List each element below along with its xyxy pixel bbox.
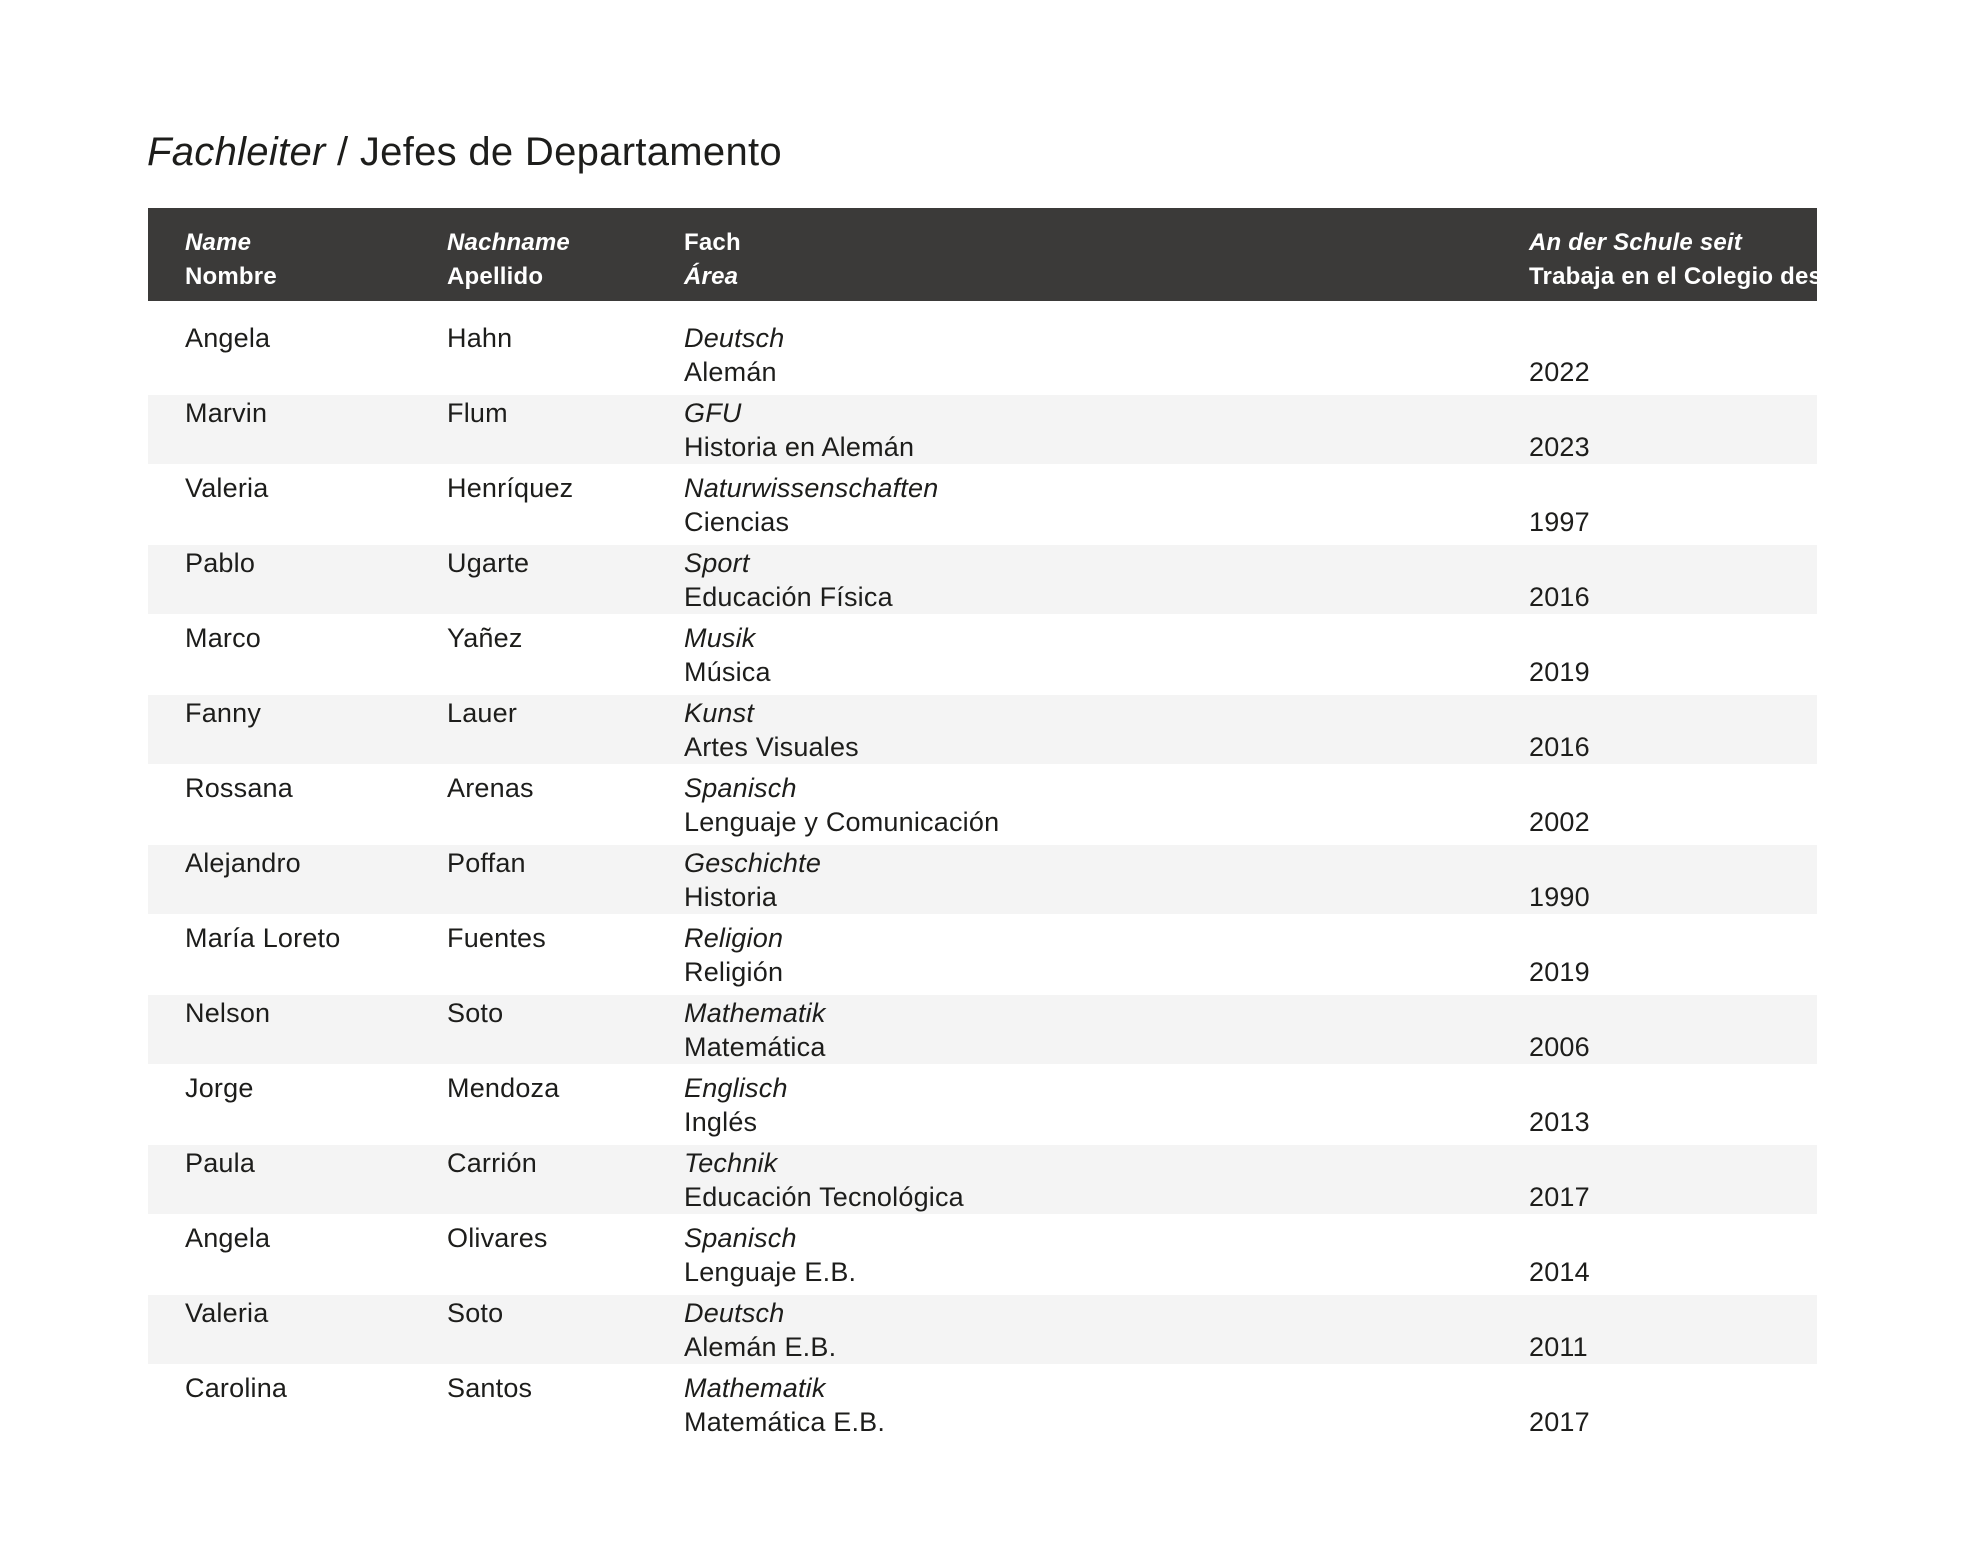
first-name-text: Fanny <box>185 698 262 728</box>
cell-since <box>1529 471 1817 539</box>
since-spacer <box>1529 771 1817 805</box>
subject-spanish-text: Educación Tecnológica <box>684 1182 964 1212</box>
since-spacer <box>1529 621 1817 655</box>
cell-surname <box>447 1146 684 1214</box>
subject-german-text: Spanisch <box>684 1223 797 1253</box>
table-row <box>148 1067 1817 1142</box>
cell-subject <box>684 996 1529 1064</box>
subject-spanish-text: Ciencias <box>684 507 790 537</box>
first-name-text: Rossana <box>185 773 293 803</box>
table-row <box>148 1142 1817 1217</box>
since-year-text: 2016 <box>1529 732 1590 762</box>
since-spacer <box>1529 846 1817 880</box>
surname-text: Olivares <box>447 1223 548 1253</box>
first-name-text: Valeria <box>185 473 269 503</box>
cell-surname <box>447 921 684 989</box>
first-name-text: Alejandro <box>185 848 301 878</box>
department-heads-table <box>148 208 1851 1442</box>
cell-subject <box>684 471 1529 539</box>
cell-surname <box>447 1371 684 1439</box>
cell-since <box>1529 321 1817 389</box>
since-year-text: 2013 <box>1529 1107 1590 1137</box>
since-spacer <box>1529 396 1817 430</box>
page-title-german: Fachleiter <box>147 130 326 174</box>
since-year-text: 2017 <box>1529 1407 1590 1437</box>
first-name-text: Marco <box>185 623 262 653</box>
cell-since <box>1529 921 1817 989</box>
subject-spanish-text: Música <box>684 657 771 687</box>
cell-surname <box>447 771 684 839</box>
cell-surname <box>447 621 684 689</box>
subject-spanish-text: Alemán <box>684 357 777 387</box>
cell-since <box>1529 771 1817 839</box>
cell-surname <box>447 846 684 914</box>
table-row <box>148 767 1817 842</box>
surname-text: Hahn <box>447 323 513 353</box>
cell-subject <box>684 771 1529 839</box>
header-surname-es: Apellido <box>447 263 544 290</box>
since-year-text: 2019 <box>1529 657 1590 687</box>
subject-german-text: Spanisch <box>684 773 797 803</box>
subject-spanish-text: Alemán E.B. <box>684 1332 837 1362</box>
since-spacer <box>1529 696 1817 730</box>
cell-since <box>1529 396 1817 464</box>
cell-name <box>185 996 447 1064</box>
header-name-es: Nombre <box>185 263 277 290</box>
cell-surname <box>447 1071 684 1139</box>
cell-since <box>1529 846 1817 914</box>
since-spacer <box>1529 321 1817 355</box>
table-row <box>148 542 1817 617</box>
table-row <box>148 1217 1817 1292</box>
since-spacer <box>1529 1296 1817 1330</box>
cell-name <box>185 321 447 389</box>
table-row <box>148 842 1817 917</box>
header-since-es: Trabaja en el Colegio desde <box>1529 263 1851 290</box>
table-row <box>148 392 1817 467</box>
first-name-text: Paula <box>185 1148 256 1178</box>
since-spacer <box>1529 1221 1817 1255</box>
subject-german-text: Geschichte <box>684 848 822 878</box>
first-name-text: Angela <box>185 1223 271 1253</box>
cell-name <box>185 546 447 614</box>
cell-subject <box>684 546 1529 614</box>
cell-subject <box>684 846 1529 914</box>
header-since-de: An der Schule seit <box>1529 229 1742 256</box>
subject-german-text: Sport <box>684 548 750 578</box>
table-body <box>148 317 1817 1442</box>
table-row <box>148 617 1817 692</box>
surname-text: Arenas <box>447 773 534 803</box>
cell-subject <box>684 621 1529 689</box>
table-row <box>148 692 1817 767</box>
cell-subject <box>684 1371 1529 1439</box>
first-name-text: María Loreto <box>185 923 341 953</box>
subject-german-text: Englisch <box>684 1073 788 1103</box>
cell-surname <box>447 546 684 614</box>
since-year-text: 2022 <box>1529 357 1590 387</box>
subject-spanish-text: Lenguaje E.B. <box>684 1257 857 1287</box>
surname-text: Fuentes <box>447 923 546 953</box>
cell-name <box>185 621 447 689</box>
surname-text: Ugarte <box>447 548 530 578</box>
cell-name <box>185 471 447 539</box>
cell-surname <box>447 321 684 389</box>
first-name-text: Valeria <box>185 1298 269 1328</box>
since-spacer <box>1529 546 1817 580</box>
cell-subject <box>684 921 1529 989</box>
since-spacer <box>1529 996 1817 1030</box>
cell-name <box>185 921 447 989</box>
subject-spanish-text: Lenguaje y Comunicación <box>684 807 1000 837</box>
first-name-text: Pablo <box>185 548 256 578</box>
cell-subject <box>684 1146 1529 1214</box>
header-subject-es: Área <box>684 263 739 290</box>
cell-surname <box>447 1221 684 1289</box>
cell-name <box>185 1296 447 1364</box>
subject-spanish-text: Historia en Alemán <box>684 432 915 462</box>
since-spacer <box>1529 471 1817 505</box>
first-name-text: Carolina <box>185 1373 288 1403</box>
first-name-text: Nelson <box>185 998 271 1028</box>
subject-spanish-text: Artes Visuales <box>684 732 859 762</box>
subject-spanish-text: Historia <box>684 882 778 912</box>
since-year-text: 1997 <box>1529 507 1590 537</box>
cell-since <box>1529 996 1817 1064</box>
since-year-text: 2011 <box>1529 1332 1588 1362</box>
cell-since <box>1529 1296 1817 1364</box>
subject-spanish-text: Inglés <box>684 1107 758 1137</box>
cell-subject <box>684 1221 1529 1289</box>
page-title <box>147 128 782 176</box>
subject-german-text: Deutsch <box>684 323 785 353</box>
subject-german-text: Musik <box>684 623 756 653</box>
cell-since <box>1529 1371 1817 1439</box>
first-name-text: Jorge <box>185 1073 254 1103</box>
surname-text: Yañez <box>447 623 523 653</box>
cell-name <box>185 1371 447 1439</box>
since-year-text: 2019 <box>1529 957 1590 987</box>
surname-text: Henríquez <box>447 473 574 503</box>
cell-subject <box>684 696 1529 764</box>
cell-since <box>1529 1221 1817 1289</box>
cell-subject <box>684 1296 1529 1364</box>
table-row <box>148 992 1817 1067</box>
subject-german-text: Religion <box>684 923 784 953</box>
table-row <box>148 317 1817 392</box>
header-subject-de: Fach <box>684 229 741 256</box>
subject-spanish-text: Matemática <box>684 1032 826 1062</box>
cell-name <box>185 396 447 464</box>
header-cell-subject <box>684 226 1529 301</box>
first-name-text: Marvin <box>185 398 268 428</box>
cell-subject <box>684 396 1529 464</box>
surname-text: Mendoza <box>447 1073 560 1103</box>
cell-name <box>185 696 447 764</box>
since-year-text: 1990 <box>1529 882 1590 912</box>
header-cell-since <box>1529 226 1851 301</box>
since-spacer <box>1529 1146 1817 1180</box>
cell-name <box>185 1221 447 1289</box>
cell-name <box>185 846 447 914</box>
cell-surname <box>447 996 684 1064</box>
first-name-text: Angela <box>185 323 271 353</box>
cell-name <box>185 1071 447 1139</box>
header-name-de: Name <box>185 229 252 256</box>
surname-text: Lauer <box>447 698 518 728</box>
surname-text: Flum <box>447 398 508 428</box>
subject-spanish-text: Religión <box>684 957 784 987</box>
cell-subject <box>684 321 1529 389</box>
table-header-row <box>148 208 1851 301</box>
since-spacer <box>1529 1371 1817 1405</box>
subject-spanish-text: Matemática E.B. <box>684 1407 886 1437</box>
since-year-text: 2017 <box>1529 1182 1590 1212</box>
surname-text: Soto <box>447 998 504 1028</box>
since-spacer <box>1529 1071 1817 1105</box>
cell-name <box>185 1146 447 1214</box>
since-year-text: 2016 <box>1529 582 1590 612</box>
subject-german-text: GFU <box>684 398 742 428</box>
cell-since <box>1529 621 1817 689</box>
cell-since <box>1529 1146 1817 1214</box>
cell-surname <box>447 696 684 764</box>
cell-surname <box>447 471 684 539</box>
surname-text: Soto <box>447 1298 504 1328</box>
since-year-text: 2006 <box>1529 1032 1590 1062</box>
header-cell-name <box>185 226 447 301</box>
table-row <box>148 917 1817 992</box>
subject-spanish-text: Educación Física <box>684 582 893 612</box>
header-surname-de: Nachname <box>447 229 570 256</box>
cell-since <box>1529 546 1817 614</box>
surname-text: Carrión <box>447 1148 537 1178</box>
since-year-text: 2014 <box>1529 1257 1590 1287</box>
table-row <box>148 1367 1817 1442</box>
since-year-text: 2002 <box>1529 807 1590 837</box>
cell-name <box>185 771 447 839</box>
cell-surname <box>447 1296 684 1364</box>
header-cell-surname <box>447 226 684 301</box>
subject-german-text: Kunst <box>684 698 755 728</box>
cell-since <box>1529 696 1817 764</box>
surname-text: Santos <box>447 1373 533 1403</box>
since-year-text: 2023 <box>1529 432 1590 462</box>
surname-text: Poffan <box>447 848 526 878</box>
subject-german-text: Technik <box>684 1148 778 1178</box>
subject-german-text: Mathematik <box>684 998 826 1028</box>
cell-since <box>1529 1071 1817 1139</box>
page-title-spanish: / Jefes de Departamento <box>325 130 782 174</box>
cell-surname <box>447 396 684 464</box>
since-spacer <box>1529 921 1817 955</box>
cell-subject <box>684 1071 1529 1139</box>
subject-german-text: Deutsch <box>684 1298 785 1328</box>
table-row <box>148 1292 1817 1367</box>
subject-german-text: Naturwissenschaften <box>684 473 939 503</box>
table-row <box>148 467 1817 542</box>
subject-german-text: Mathematik <box>684 1373 826 1403</box>
